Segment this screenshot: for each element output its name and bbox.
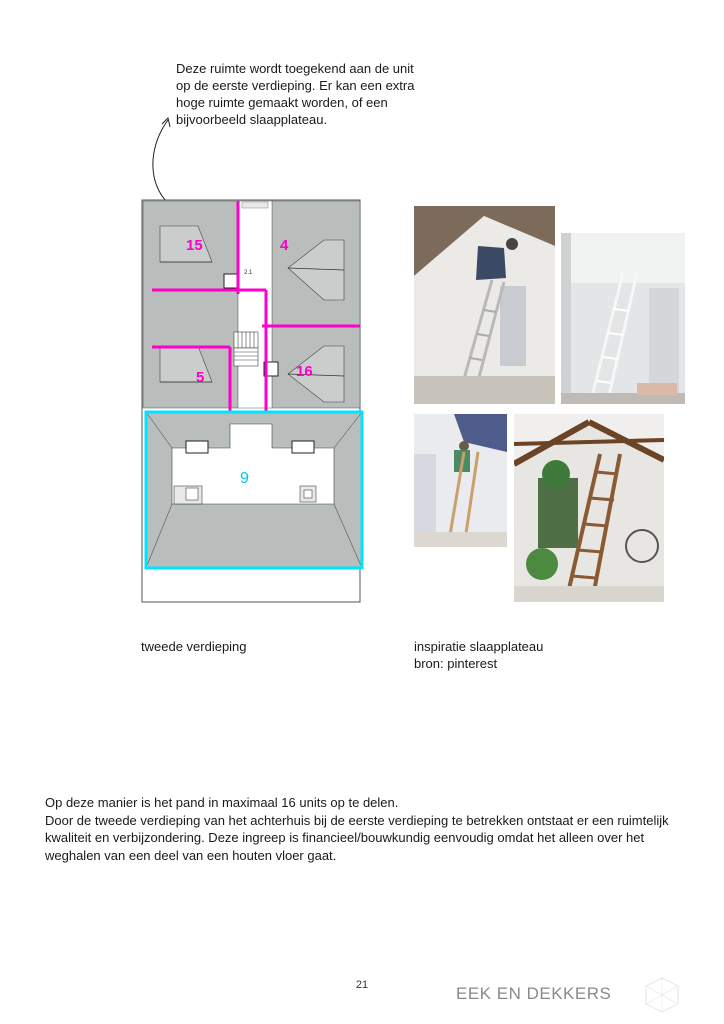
inspiration-photo-2 bbox=[561, 233, 685, 404]
annotation-arrow bbox=[140, 110, 200, 210]
brand-logo-icon bbox=[644, 976, 680, 1014]
inspiration-caption bbox=[414, 638, 543, 672]
brand-name: EEK EN DEKKERS bbox=[456, 984, 612, 1003]
inspiration-source: bron: pinterest bbox=[414, 656, 498, 671]
body-paragraph: Op deze manier is het pand in maximaal 16 units op te delen. bbox=[45, 795, 399, 810]
inspiration-photo-4 bbox=[514, 414, 664, 602]
plan-caption: tweede verdieping bbox=[141, 639, 247, 654]
staircase bbox=[234, 332, 258, 366]
unit-label-4: 4 bbox=[280, 237, 289, 254]
room-code: 2.1 bbox=[244, 270, 253, 276]
unit-label-16: 16 bbox=[296, 363, 313, 380]
roof-block-top-left bbox=[143, 201, 238, 408]
unit-label-15: 15 bbox=[186, 237, 203, 254]
inspiration-photo-3 bbox=[414, 414, 507, 547]
unit-label-9: 9 bbox=[240, 470, 249, 487]
roof-block-top-right bbox=[272, 201, 360, 408]
inspiration-title: inspiratie slaapplateau bbox=[414, 639, 544, 654]
floor-plan bbox=[138, 196, 370, 608]
body-text bbox=[45, 794, 685, 864]
page-number: 21 bbox=[355, 979, 369, 991]
inspiration-photo-1 bbox=[414, 206, 555, 404]
body-paragraph: Door de tweede verdieping van het achterhuis bij de eerste verdieping te betrekken ontstaat er een ruimtelijk kwaliteit en verbijzondering. Deze ingreep is financieel/bouwkundig eenvoudig omdat het alleen over het weghalen van een deel van een houten vloer gaat. bbox=[45, 812, 669, 863]
unit-label-5: 5 bbox=[196, 369, 205, 386]
annotation-text: Deze ruimte wordt toegekend aan de unit op de eerste verdieping. Er kan een extra hoge ruimte gemaakt worden, of een bijvoorbeeld slaapplateau. bbox=[176, 61, 415, 127]
roof-block-bottom bbox=[146, 412, 362, 568]
